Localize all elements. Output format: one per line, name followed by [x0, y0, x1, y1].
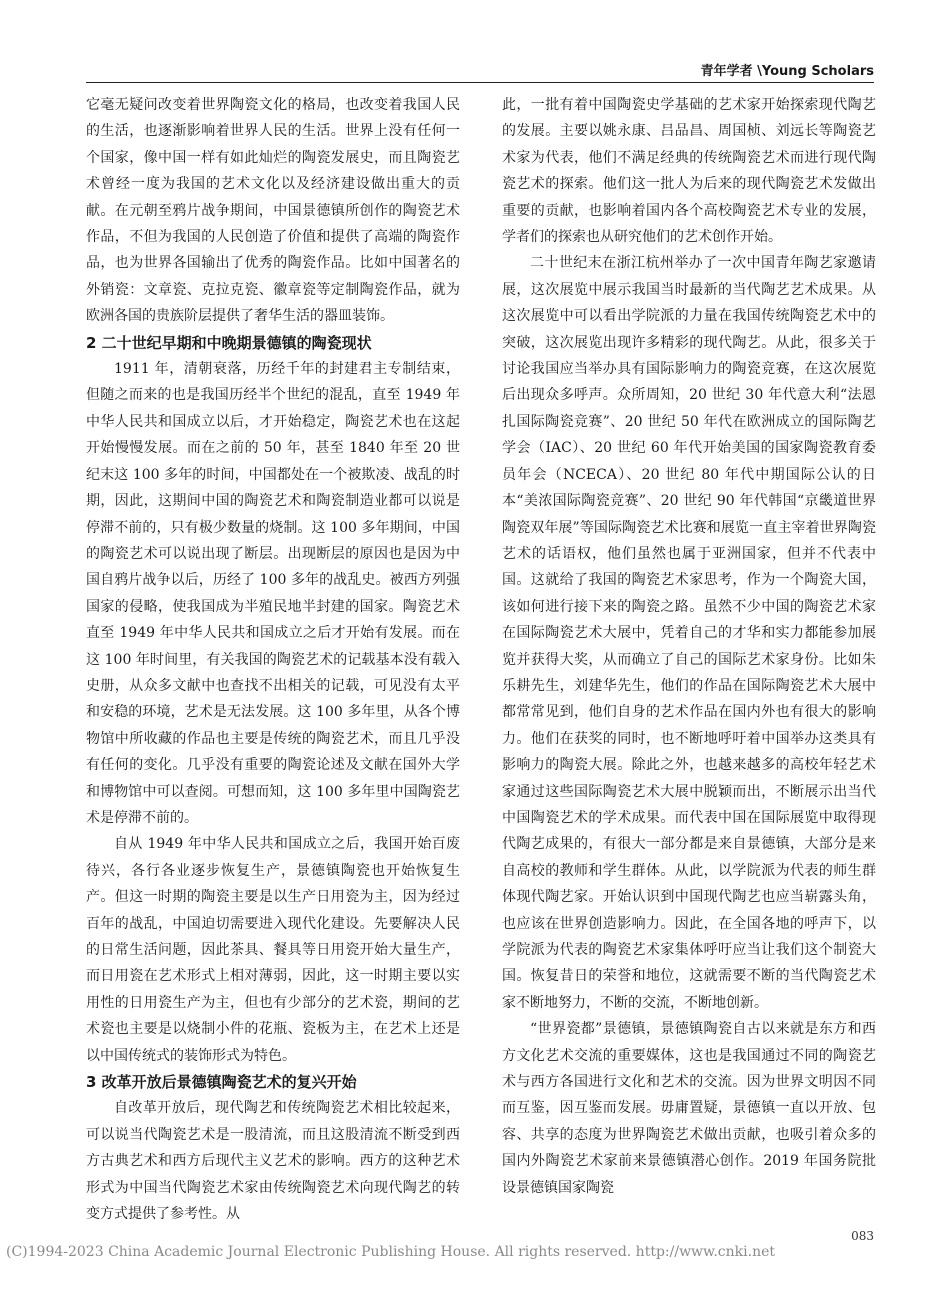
- copyright-notice: (C)1994-2023 China Academic Journal Electronic Publishing House. All rights reserved. http://www.cnki.net: [6, 1244, 776, 1260]
- section-heading: 3 改革开放后景德镇陶瓷艺术的复兴开始: [86, 1073, 357, 1092]
- section-heading: 2 二十世纪早期和中晚期景德镇的陶瓷现状: [86, 333, 372, 352]
- paragraph: 自从 1949 年中华人民共和国成立之后，我国开始百废待兴，各行各业逐步恢复生产，景德镇陶瓷也开始恢复生产。但这一时期的陶瓷主要是以生产日用瓷为主，因为经过百年的战乱，中国迫切需要进入现代化建设。先要解决人民的日常生活问题，因此茶具、餐具等日用瓷开始大量生产，而日用瓷在艺术形式上相对薄弱，因此，这一时期主要以实用性的日用瓷生产为主，但也有少部分的艺术瓷，期间的艺术瓷也主要是以烧制小件的花瓶、瓷板为主，在艺术上还是以中国传统式的装饰形式为特色。: [86, 836, 460, 1064]
- paragraph: 1911 年，清朝衰落，历经千年的封建君主专制结束，但随之而来的也是我国历经半个世纪的混乱，直至 1949 年中华人民共和国成立以后，才开始稳定，陶瓷艺术也在这起开始慢慢发展。而在之前的 50 年，甚至 1840 年至 20 世纪末这 100 多年的时间，中国都处在一个被欺凌、战乱的时期，因此，这期间中国的陶瓷艺术和陶瓷制造业都可以说是停滞不前的，只有极少数量的烧制。这 100 多年期间，中国的陶瓷艺术可以说出现了断层。出现断层的原因也是因为中国自鸦片战争以后，历经了 100 多年的战乱史。被西方列强国家的侵略，使我国成为半殖民地半封建的国家。陶瓷艺术直至 1949 年中华人民共和国成立之后才开始有发展。而在这 100 年时间里，有关我国的陶瓷艺术的记载基本没有载入史册，从众多文献中也查找不出相关的记载，可见没有太平和安稳的环境，艺术是无法发展。这 100 多年里，从各个博物馆中所收藏的作品也主要是传统的陶瓷艺术，而且几乎没有任何的变化。几乎没有重要的陶瓷论述及文献在国外大学和博物馆中可以查阅。可想而知，这 100 多年里中国陶瓷艺术是停滞不前的。: [86, 361, 460, 826]
- paragraph: 它毫无疑问改变着世界陶瓷文化的格局，也改变着我国人民的生活，也逐渐影响着世界人民的生活。世界上没有任何一个国家，像中国一样有如此灿烂的陶瓷发展史，而且陶瓷艺术曾经一度为我国的艺术文化以及经济建设做出重大的贡献。在元朝至鸦片战争期间，中国景德镇所创作的陶瓷艺术作品，不但为我国的人民创造了价值和提供了高端的陶瓷作品，也为世界各国输出了优秀的陶瓷作品。比如中国著名的外销瓷：文章瓷、克拉克瓷、徽章瓷等定制陶瓷作品，就为欧洲各国的贵族阶层提供了奢华生活的器皿装饰。: [86, 97, 460, 325]
- paragraph: “世界瓷都”景德镇，景德镇陶瓷自古以来就是东方和西方文化艺术交流的重要媒体，这也是我国通过不同的陶瓷艺术与西方各国进行文化和艺术的交流。因为世界文明因不同而互鉴，因互鉴而发展。毋庸置疑，景德镇一直以开放、包容、共享的态度为世界陶瓷艺术做出贡献，也吸引着众多的国内外陶瓷艺术家前来景德镇潜心创作。2019 年国务院批设景德镇国家陶瓷: [502, 1021, 876, 1196]
- header-divider: [86, 82, 874, 83]
- right-column: [502, 92, 876, 1201]
- page-number: 083: [851, 1229, 874, 1243]
- journal-title: 青年学者 \Young Scholars: [700, 64, 874, 79]
- paragraph: 二十世纪末在浙江杭州举办了一次中国青年陶艺家邀请展，这次展览中展示我国当时最新的当代陶艺艺术成果。从这次展览中可以看出学院派的力量在我国传统陶瓷艺术中的突破，这次展览出现许多精彩的现代陶艺。从此，很多关于讨论我国应当举办具有国际影响力的陶瓷竞赛，在这次展览后出现众多呼声。众所周知，20 世纪 30 年代意大利“法恩扎国际陶瓷竞赛”、20 世纪 50 年代在欧洲成立的国际陶艺学会（IAC）、20 世纪 60 年代开始美国的国家陶瓷教育委员年会（NCECA）、20 世纪 80 年代中期国际公认的日本“美浓国际陶瓷竞赛”、20 世纪 90 年代韩国“京畿道世界陶瓷双年展”等国际陶瓷艺术比赛和展览一直主宰着世界陶瓷艺术的话语权，他们虽然也属于亚洲国家，但并不代表中国。这就给了我国的陶瓷艺术家思考，作为一个陶瓷大国，该如何进行接下来的陶瓷之路。虽然不少中国的陶瓷艺术家在国际陶瓷艺术大展中，凭着自己的才华和实力都能参加展览并获得大奖，从而确立了自己的国际艺术家身份。比如朱乐耕先生，刘建华先生，他们的作品在国际陶瓷艺术大展中都常常见到，他们自身的艺术作品在国内外也有很大的影响力。他们在获奖的同时，也不断地呼吁着中国举办这类具有影响力的陶瓷大展。除此之外，也越来越多的高校年轻艺术家通过这些国际陶瓷艺术大展中脱颖而出，不断展示出当代中国陶瓷艺术的学术成果。而代表中国在国际展览中取得现代陶艺成果的，有很大一部分都是来自景德镇，大部分是来自高校的教师和学生群体。从此，以学院派为代表的师生群体现代陶艺家。开始认识到中国现代陶艺也应当崭露头角，也应该在世界创造影响力。因此，在全国各地的呼声下，以学院派为代表的陶瓷艺术家集体呼吁应当让我们这个制瓷大国。恢复昔日的荣誉和地位，这就需要不断的当代陶瓷艺术家不断地努力，不断的交流，不断地创新。: [502, 255, 876, 1011]
- left-column: [86, 92, 460, 1227]
- paragraph: 自改革开放后，现代陶艺和传统陶瓷艺术相比较起来，可以说当代陶瓷艺术是一股清流，而且这股清流不断受到西方古典艺术和西方后现代主义艺术的影响。西方的这种艺术形式为中国当代陶瓷艺术家由传统陶瓷艺术向现代陶艺的转变方式提供了参考性。从: [86, 1100, 460, 1223]
- paragraph: 此，一批有着中国陶瓷史学基础的艺术家开始探索现代陶艺的发展。主要以姚永康、吕品昌、周国桢、刘远长等陶瓷艺术家为代表，他们不满足经典的传统陶瓷艺术而进行现代陶瓷艺术的探索。他们这一批人为后来的现代陶瓷艺术发做出重要的贡献，也影响着国内各个高校陶瓷艺术专业的发展，学者们的探索也从研究他们的艺术创作开始。: [502, 97, 876, 246]
